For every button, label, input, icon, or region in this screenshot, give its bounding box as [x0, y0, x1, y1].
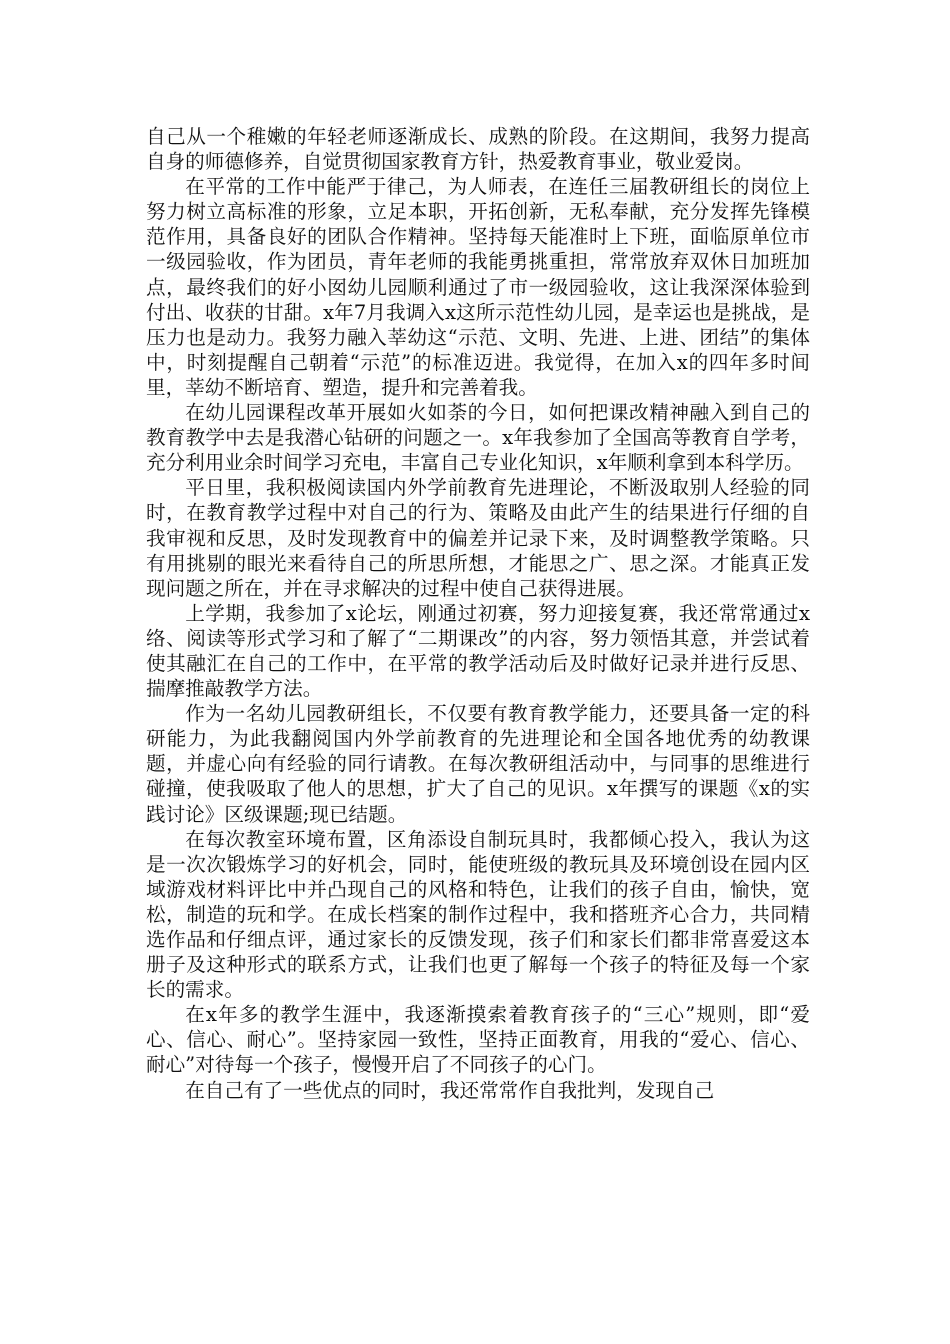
document-page [146, 124, 810, 1103]
paragraph-3: 在幼儿园课程改革开展如火如荼的今日，如何把课改精神融入到自己的教育教学中去是我潜心钻研的问题之一。x年我参加了全国高等教育自学考，充分利用业余时间学习充电，丰富自己专业化知识，x年顺利拿到本科学历。 [146, 401, 810, 475]
paragraph-6: 作为一名幼儿园教研组长，不仅要有教育教学能力，还要具备一定的科研能力，为此我翻阅国内外学前教育的先进理论和全国各地优秀的幼教课题，并虚心向有经验的同行请教。在每次教研组活动中，与同事的思维进行碰撞，使我吸取了他人的思想，扩大了自己的见识。x年撰写的课题《x的实践讨论》区级课题;现已结题。 [146, 702, 810, 826]
paragraph-8: 在x年多的教学生涯中，我逐渐摸索着教育孩子的“三心”规则，即“爱心、信心、耐心”。坚持家园一致性，坚持正面教育，用我的“爱心、信心、耐心”对待每一个孩子，慢慢开启了不同孩子的心门。 [146, 1003, 810, 1077]
paragraph-2: 在平常的工作中能严于律己，为人师表，在连任三届教研组长的岗位上努力树立高标准的形象，立足本职，开拓创新，无私奉献，充分发挥先锋模范作用，具备良好的团队合作精神。坚持每天能准时上下班，面临原单位市一级园验收，作为团员，青年老师的我能勇挑重担，常常放弃双休日加班加点，最终我们的好小囡幼儿园顺利通过了市一级园验收，这让我深深体验到付出、收获的甘甜。x年7月我调入x这所示范性幼儿园，是幸运也是挑战，是压力也是动力。我努力融入莘幼这“示范、文明、先进、上进、团结”的集体中，时刻提醒自己朝着“示范”的标准迈进。我觉得，在加入x的四年多时间里，莘幼不断培育、塑造，提升和完善着我。 [146, 175, 810, 399]
paragraph-4: 平日里，我积极阅读国内外学前教育先进理论，不断汲取别人经验的同时，在教育教学过程中对自己的行为、策略及由此产生的结果进行仔细的自我审视和反思，及时发现教育中的偏差并记录下来，及时调整教学策略。只有用挑剔的眼光来看待自己的所思所想，才能思之广、思之深。才能真正发现问题之所在，并在寻求解决的过程中使自己获得进展。 [146, 476, 810, 600]
paragraph-5: 上学期，我参加了x论坛，刚通过初赛，努力迎接复赛，我还常常通过x络、阅读等形式学习和了解了“二期课改”的内容，努力领悟其意，并尝试着使其融汇在自己的工作中，在平常的教学活动后及时做好记录并进行反思、揣摩推敲教学方法。 [146, 601, 810, 701]
paragraph-1: 自己从一个稚嫩的年轻老师逐渐成长、成熟的阶段。在这期间，我努力提高自身的师德修养，自觉贯彻国家教育方针，热爱教育事业，敬业爱岗。 [146, 125, 810, 174]
paragraph-9: 在自己有了一些优点的同时，我还常常作自我批判，发现自己 [185, 1078, 715, 1102]
paragraph-7: 在每次教室环境布置，区角添设自制玩具时，我都倾心投入，我认为这是一次次锻炼学习的好机会，同时，能使班级的教玩具及环境创设在园内区域游戏材料评比中并凸现自己的风格和特色，让我们的孩子自由，愉快，宽松，制造的玩和学。在成长档案的制作过程中，我和搭班齐心合力，共同精选作品和仔细点评，通过家长的反馈发现，孩子们和家长们都非常喜爱这本册子及这种形式的联系方式，让我们也更了解每一个孩子的特征及每一个家长的需求。 [146, 827, 810, 1002]
